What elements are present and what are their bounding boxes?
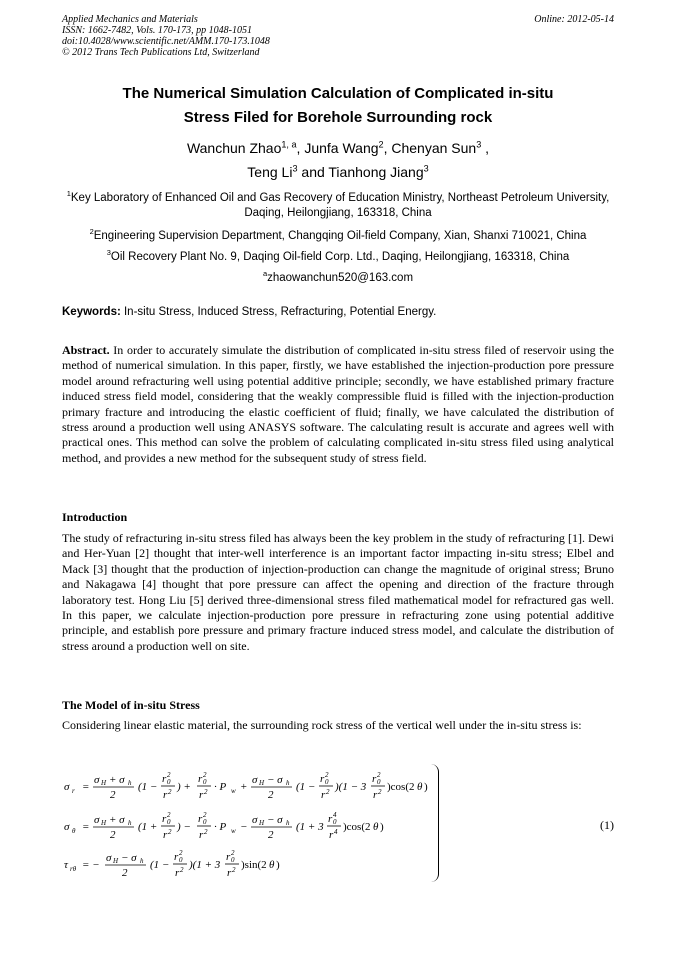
svg-text:=: = (82, 821, 90, 833)
svg-text:h: h (286, 819, 290, 827)
svg-text:2: 2 (167, 811, 171, 819)
svg-text:+ σ: + σ (109, 774, 125, 786)
title-line-1: The Numerical Simulation Calculation of Complicated in-situ (122, 85, 554, 102)
svg-text:2: 2 (268, 829, 274, 841)
svg-text:0: 0 (325, 778, 329, 786)
svg-text:r: r (163, 789, 168, 801)
author-line-2 (62, 160, 614, 184)
journal-header (62, 14, 270, 58)
svg-text:σ: σ (64, 821, 70, 833)
author-name: Wanchun Zhao (186, 140, 282, 156)
svg-text:σ: σ (94, 774, 100, 786)
svg-text:): ) (276, 859, 280, 871)
svg-text:σ: σ (252, 814, 258, 826)
svg-text:h: h (128, 779, 132, 787)
svg-text:r: r (320, 773, 325, 785)
copyright-line: © 2012 Trans Tech Publications Ltd, Switzerland (62, 47, 260, 58)
author-sup: 2 (378, 139, 384, 150)
svg-text:0: 0 (167, 778, 171, 786)
svg-text:0: 0 (179, 856, 183, 864)
svg-text:r: r (163, 829, 168, 841)
svg-text:r: r (162, 773, 167, 785)
svg-text:r: r (162, 813, 167, 825)
email-sup: a (262, 269, 268, 279)
svg-text:w: w (231, 827, 236, 835)
svg-text:)sin(2: )sin(2 (241, 859, 267, 871)
svg-text:r: r (321, 789, 326, 801)
svg-text:(1 −: (1 − (296, 781, 316, 793)
model-text: Considering linear elastic material, the surrounding rock stress of the vertical well under the in-situ stress is: (62, 718, 582, 732)
keywords-label: Keywords: (62, 306, 121, 318)
svg-text:2: 2 (179, 849, 183, 857)
affiliation-text: Oil Recovery Plant No. 9, Daqing Oil-field Corp. Ltd., Daqing, Heilongjiang, 163318, China (110, 251, 570, 263)
svg-text:2: 2 (204, 788, 208, 796)
journal-name: Applied Mechanics and Materials (62, 14, 198, 25)
author-line-1 (62, 136, 614, 160)
affiliation-sup: 1 (66, 189, 71, 199)
svg-text:+: + (240, 781, 248, 793)
svg-text:r: r (372, 773, 377, 785)
svg-text:2: 2 (232, 866, 236, 874)
title-line-2: Stress Filed for Borehole Surrounding rock (183, 109, 493, 126)
svg-text:0: 0 (167, 818, 171, 826)
paper-title (62, 82, 614, 130)
affiliation-text: Key Laboratory of Enhanced Oil and Gas Recovery of Education Ministry, Northeast Petroleum University, Daqing, Heilongjiang, 163318, China (70, 192, 610, 219)
svg-text:2: 2 (378, 788, 382, 796)
equation-number: (1) (600, 818, 614, 832)
affiliation-text: Engineering Supervision Department, Changqing Oil-field Company, Xian, Shanxi 710021, China (93, 230, 587, 242)
introduction-text: The study of refracturing in-situ stress filed has always been the key problem in the study of refracturing [1]. Dewi and Her-Yuan [2] thought that inter-well interference is an important factor impacting in-situ stress; Elbel and Mack [3] thought that the production of injection-production can change the magnitude of original stress; Bruno and Nakagawa [4] thought that pore pressure can affect the opening and direction of the fracture through laboratory test. Hong Liu [5] derived three-dimensional stress filed mathematical model for refractured gas well. In this paper, we calculate injection-production pore pressure in refracturing zone using potential additive principle, and establish pore pressure and primary fracture induced stress model, and calculate the distribution of stress around a production well on site. (62, 531, 614, 653)
svg-text:)cos(2: )cos(2 (387, 781, 415, 793)
svg-text:(1 + 3: (1 + 3 (296, 821, 324, 833)
svg-text:σ: σ (252, 774, 258, 786)
svg-text:r: r (329, 829, 334, 841)
svg-text:): ) (424, 781, 428, 793)
svg-text:θ: θ (373, 821, 379, 833)
svg-text:2: 2 (325, 771, 329, 779)
svg-text:h: h (286, 779, 290, 787)
svg-text:r: r (174, 851, 179, 863)
author-sup: 3 (292, 163, 298, 174)
svg-text:· P: · P (214, 821, 227, 833)
svg-text:θ: θ (269, 859, 275, 871)
svg-text:r: r (175, 867, 180, 879)
svg-text:2: 2 (268, 789, 274, 801)
svg-text:)cos(2: )cos(2 (343, 821, 371, 833)
author-email (62, 271, 614, 286)
affiliation-sup: 3 (106, 248, 111, 258)
svg-text:) +: ) + (177, 781, 191, 793)
author-sup: 3 (423, 163, 429, 174)
keywords (62, 306, 614, 318)
svg-text:− σ: − σ (267, 814, 283, 826)
svg-text:2: 2 (377, 771, 381, 779)
svg-text:=: = (82, 781, 90, 793)
svg-text:4: 4 (334, 828, 338, 836)
affiliation-1 (62, 191, 614, 221)
author-sup: 3 (476, 139, 482, 150)
doi-line: doi:10.4028/www.scientific.net/AMM.170-173.1048 (62, 36, 270, 47)
svg-text:2: 2 (203, 771, 207, 779)
svg-text:0: 0 (231, 856, 235, 864)
svg-text:r: r (373, 789, 378, 801)
svg-text:θ: θ (72, 827, 76, 835)
author-sup: 1, a (281, 139, 297, 150)
author-name: and Tianhong Jiang (297, 164, 424, 180)
svg-text:2: 2 (110, 789, 116, 801)
author-name: , Junfa Wang (296, 140, 379, 156)
model-heading: The Model of in-situ Stress (62, 698, 200, 712)
svg-text:· P: · P (214, 781, 227, 793)
svg-text:r: r (226, 851, 231, 863)
affiliation-sup: 2 (89, 227, 94, 237)
svg-text:2: 2 (168, 788, 172, 796)
svg-text:2: 2 (204, 828, 208, 836)
svg-text:r: r (227, 867, 232, 879)
svg-text:H: H (101, 779, 107, 787)
svg-text:2: 2 (167, 771, 171, 779)
affiliation-2 (62, 229, 614, 244)
svg-text:(1 −: (1 − (138, 781, 158, 793)
svg-text:2: 2 (110, 829, 116, 841)
svg-text:r: r (198, 813, 203, 825)
svg-text:r: r (328, 813, 333, 825)
svg-text:H: H (259, 779, 265, 787)
svg-text:− σ: − σ (121, 852, 137, 864)
svg-text:2: 2 (122, 867, 128, 879)
author-name: , Chenyan Sun (383, 140, 477, 156)
svg-text:σ: σ (94, 814, 100, 826)
svg-text:0: 0 (203, 818, 207, 826)
abstract-label: Abstract. (62, 343, 110, 357)
svg-text:− σ: − σ (267, 774, 283, 786)
abstract-text: In order to accurately simulate the distribution of complicated in-situ stress filed of reservoir using the method of numerical simulation. In this paper, firstly, we have established the injection-production pore pressure model around refracturing well using potential additive principle; secondly, we have established primary fracture induced stress field model, considering that the weakly compressible fluid is filled with the injection-production primary fracture and introducing the elastic coefficient of fluid; finally, we have calculated the distribution of stress around a production well using ANASYS software. The calculating result is accurate and agrees well with practical ones. This method can solve the problem of calculating complicated in-situ stress filed using analytical method, and provides a new method for the subsequent study of stress field. (62, 343, 614, 465)
svg-text:θ: θ (417, 781, 423, 793)
svg-text:H: H (259, 819, 265, 827)
keywords-text: In-situ Stress, Induced Stress, Refracturing, Potential Energy. (120, 306, 437, 318)
svg-text:2: 2 (231, 849, 235, 857)
svg-text:r: r (198, 773, 203, 785)
svg-text:r: r (199, 789, 204, 801)
svg-text:w: w (231, 787, 236, 795)
equation-graphic (62, 762, 432, 882)
svg-text:0: 0 (377, 778, 381, 786)
svg-text:h: h (128, 819, 132, 827)
svg-text:H: H (113, 857, 119, 865)
issn-line: ISSN: 1662-7482, Vols. 170-173, pp 1048-1051 (62, 25, 252, 36)
online-date: Online: 2012-05-14 (534, 14, 614, 25)
author-separator: , (481, 140, 490, 156)
email-text: zhaowanchun520@163.com (267, 272, 414, 284)
svg-text:2: 2 (180, 866, 184, 874)
svg-text:)(1 + 3: )(1 + 3 (189, 859, 221, 871)
svg-text:) −: ) − (177, 821, 191, 833)
abstract (62, 343, 614, 466)
svg-text:H: H (101, 819, 107, 827)
introduction-heading: Introduction (62, 510, 128, 524)
svg-text:σ: σ (106, 852, 112, 864)
svg-text:h: h (140, 857, 144, 865)
svg-text:+ σ: + σ (109, 814, 125, 826)
equation-1 (62, 762, 614, 882)
svg-text:σ: σ (64, 781, 70, 793)
svg-text:(1 −: (1 − (150, 859, 170, 871)
svg-text:2: 2 (203, 811, 207, 819)
svg-text:r: r (72, 787, 75, 795)
svg-text:2: 2 (168, 828, 172, 836)
svg-text:): ) (380, 821, 384, 833)
svg-text:= −: = − (82, 859, 100, 871)
svg-text:rθ: rθ (70, 865, 77, 873)
svg-text:τ: τ (64, 859, 68, 871)
author-list (62, 136, 614, 184)
svg-text:4: 4 (333, 811, 337, 819)
svg-text:r: r (199, 829, 204, 841)
svg-text:2: 2 (326, 788, 330, 796)
svg-text:0: 0 (333, 818, 337, 826)
svg-text:−: − (240, 821, 248, 833)
svg-text:0: 0 (203, 778, 207, 786)
svg-text:)(1 − 3: )(1 − 3 (335, 781, 367, 793)
author-name: Teng Li (247, 164, 293, 180)
affiliation-3 (62, 250, 614, 265)
svg-text:(1 +: (1 + (138, 821, 158, 833)
equation-brace (430, 764, 439, 882)
